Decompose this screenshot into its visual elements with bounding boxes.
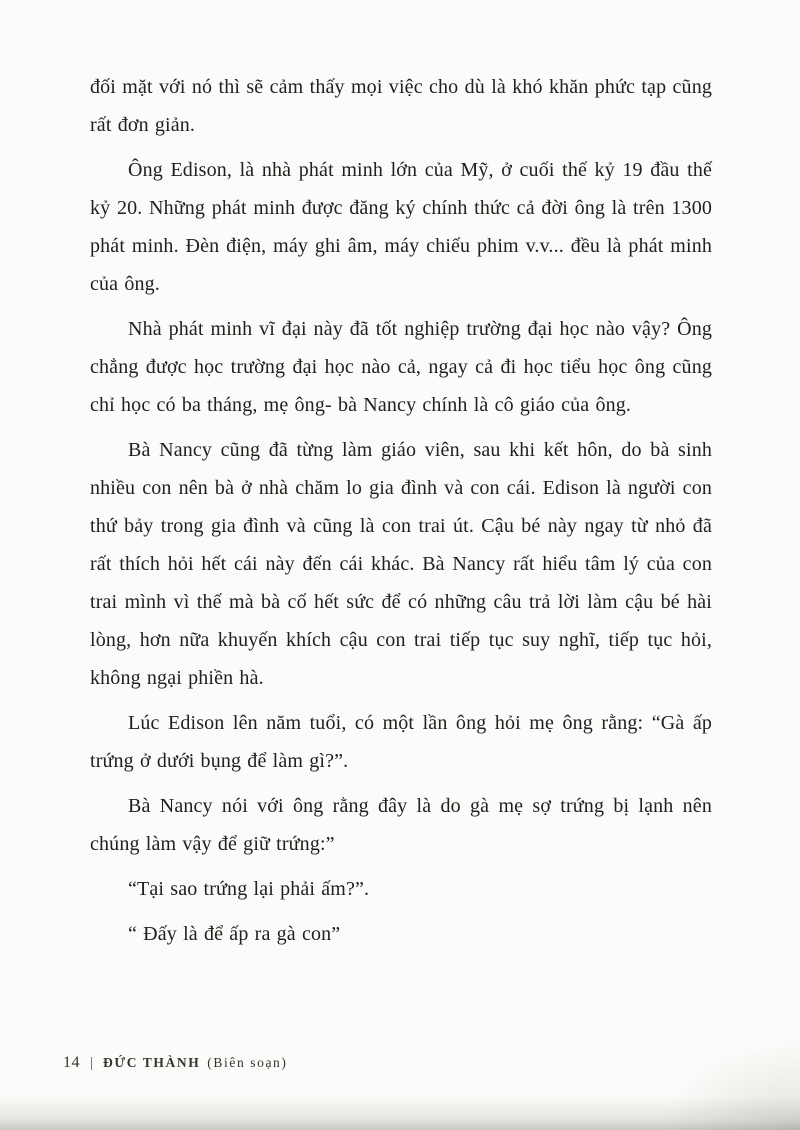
page-corner-shadow: [660, 1040, 800, 1130]
page-bottom-shadow: [0, 1096, 800, 1130]
page-number: 14: [63, 1054, 80, 1071]
paragraph: “ Đấy là để ấp ra gà con”: [128, 923, 341, 945]
paragraph: “Tại sao trứng lại phải ấm?”.: [128, 878, 370, 900]
paragraph: Ông Edison, là nhà phát minh lớn của Mỹ, ở cuối thế kỷ 19 đầu thế kỷ 20. Những phát minh được đăng ký chính thức cả đời ông là trên 1300 phát minh. Đèn điện, máy ghi âm, máy chiếu phim v.v... đều là phát minh của ông.: [90, 159, 712, 295]
footer-compiler-note: (Biên soạn): [207, 1055, 288, 1070]
page-footer: [63, 1054, 288, 1072]
page-text-block: [90, 68, 712, 960]
paragraph: Bà Nancy nói với ông rằng đây là do gà mẹ sợ trứng bị lạnh nên chúng làm vậy để giữ trứng:”: [90, 795, 712, 855]
footer-separator: |: [90, 1055, 94, 1071]
paragraph: Bà Nancy cũng đã từng làm giáo viên, sau khi kết hôn, do bà sinh nhiều con nên bà ở nhà chăm lo gia đình và con cái. Edison là người con thứ bảy trong gia đình và cũng là con trai út. Cậu bé này ngay từ nhỏ đã rất thích hỏi hết cái này đến cái khác. Bà Nancy rất hiểu tâm lý của con trai mình vì thế mà bà cố hết sức để có những câu trả lời làm cậu bé hài lòng, hơn nữa khuyến khích cậu con trai tiếp tục suy nghĩ, tiếp tục hỏi, không ngại phiền hà.: [90, 439, 712, 689]
paragraph: Lúc Edison lên năm tuổi, có một lần ông hỏi mẹ ông rằng: “Gà ấp trứng ở dưới bụng để làm gì?”.: [90, 712, 712, 772]
paragraph: đối mặt với nó thì sẽ cảm thấy mọi việc cho dù là khó khăn phức tạp cũng rất đơn giản.: [90, 76, 712, 136]
footer-book-title: ĐỨC THÀNH: [103, 1055, 201, 1070]
paragraph: Nhà phát minh vĩ đại này đã tốt nghiệp trường đại học nào vậy? Ông chẳng được học trường đại học nào cả, ngay cả đi học tiểu học ông cũng chỉ học có ba tháng, mẹ ông- bà Nancy chính là cô giáo của ông.: [90, 318, 712, 416]
